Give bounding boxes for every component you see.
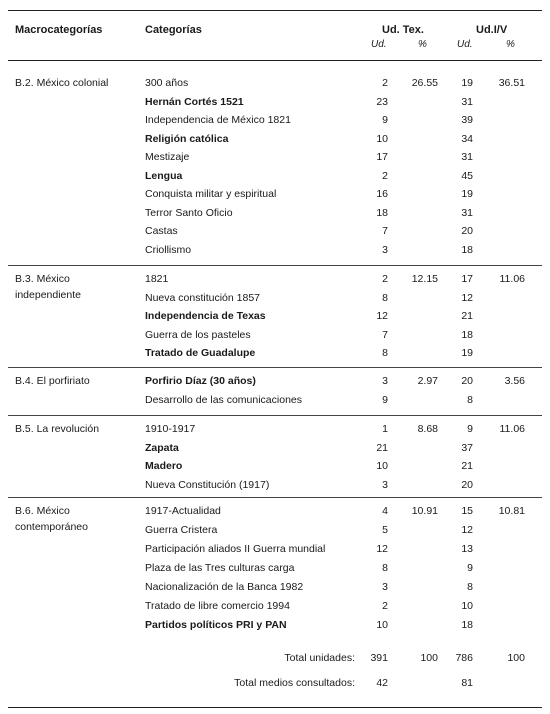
ud-tex-percent-cell: 12.15 <box>411 273 438 285</box>
category-cell: Tratado de Guadalupe <box>145 347 256 359</box>
category-cell: Guerra de los pasteles <box>145 328 251 341</box>
ud-tex-count-cell: 2 <box>382 600 388 612</box>
table-row <box>0 222 550 240</box>
ud-iv-percent-cell: 11.06 <box>499 273 525 285</box>
table-row <box>0 270 550 288</box>
table-row <box>0 344 550 362</box>
table-row <box>0 502 550 520</box>
total-ud-iv-count: 786 <box>455 652 473 664</box>
ud-iv-count-cell: 31 <box>461 206 473 219</box>
ud-iv-percent-cell: 10.81 <box>498 505 525 517</box>
section-divider <box>8 367 542 368</box>
ud-iv-count-cell: 10 <box>461 600 473 612</box>
total-row <box>0 674 550 692</box>
ud-iv-count-cell: 8 <box>467 581 473 593</box>
ud-tex-count-cell: 17 <box>376 151 388 163</box>
ud-tex-percent-cell: 8.68 <box>417 423 438 435</box>
section-divider <box>8 497 542 498</box>
ud-tex-count-cell: 7 <box>382 225 388 237</box>
ud-iv-percent-cell: 3.56 <box>504 375 525 387</box>
ud-iv-count-cell: 39 <box>461 114 473 126</box>
total-ud-iv-percent: 100 <box>507 652 525 664</box>
table-bottom-rule <box>8 707 542 708</box>
ud-iv-count-cell: 13 <box>461 543 473 555</box>
ud-iv-count-cell: 8 <box>467 393 473 406</box>
ud-tex-percent-cell: 26.55 <box>411 77 438 89</box>
category-cell: Hernán Cortés 1521 <box>145 95 244 108</box>
category-cell: Castas <box>145 225 178 237</box>
ud-tex-count-cell: 2 <box>382 273 388 285</box>
col-header-categorias: Categorías <box>145 24 202 36</box>
category-cell: 1910-1917 <box>145 423 196 435</box>
ud-tex-count-cell: 5 <box>382 524 388 536</box>
category-cell: Independencia de Texas <box>145 310 266 322</box>
table-row <box>0 204 550 222</box>
header-rule <box>8 60 542 61</box>
ud-tex-count-cell: 8 <box>382 347 388 359</box>
table-row <box>0 326 550 344</box>
ud-tex-count-cell: 8 <box>382 562 388 574</box>
ud-tex-count-cell: 4 <box>382 505 388 517</box>
ud-iv-count-cell: 12 <box>461 524 473 536</box>
ud-iv-count-cell: 9 <box>467 562 473 574</box>
ud-iv-count-cell: 45 <box>461 169 473 182</box>
ud-tex-count-cell: 9 <box>382 393 388 406</box>
macrocategory-label: B.2. México colonial <box>15 77 109 89</box>
subheader-ud-1: Ud. <box>371 39 387 50</box>
col-header-ud-iv: Ud.I/V <box>476 24 508 36</box>
ud-tex-count-cell: 8 <box>382 291 388 304</box>
ud-iv-count-cell: 31 <box>461 151 473 163</box>
ud-tex-count-cell: 10 <box>376 132 388 145</box>
subheader-pct-1: % <box>418 39 427 50</box>
ud-tex-count-cell: 21 <box>376 441 388 454</box>
table-row <box>0 148 550 166</box>
category-cell: 300 años <box>145 77 189 89</box>
category-cell: Porfirio Díaz (30 años) <box>145 375 256 387</box>
ud-tex-count-cell: 3 <box>382 581 388 593</box>
ud-iv-percent-cell: 11.06 <box>499 423 525 435</box>
ud-tex-percent-cell: 2.97 <box>417 375 438 387</box>
ud-iv-count-cell: 21 <box>461 460 473 472</box>
table-row <box>0 420 550 438</box>
category-cell: Nueva constitución 1857 <box>145 291 260 304</box>
table-row <box>0 597 550 615</box>
ud-tex-count-cell: 3 <box>382 375 388 387</box>
ud-iv-count-cell: 20 <box>461 225 473 237</box>
table-row <box>0 130 550 148</box>
ud-iv-count-cell: 12 <box>461 291 473 304</box>
table-row <box>0 111 550 129</box>
macrocategory-label: B.6. México contemporáneo <box>15 505 88 533</box>
ud-iv-count-cell: 34 <box>461 132 473 145</box>
ud-iv-count-cell: 20 <box>461 478 473 491</box>
ud-tex-count-cell: 12 <box>376 310 388 322</box>
table-row <box>0 578 550 596</box>
table-row <box>0 74 550 92</box>
total-label: Total medios consultados: <box>234 677 355 689</box>
ud-iv-count-cell: 18 <box>461 619 473 631</box>
total-ud-tex-percent: 100 <box>420 652 438 664</box>
subheader-ud-2: Ud. <box>457 39 473 50</box>
table-row <box>0 439 550 457</box>
ud-iv-count-cell: 21 <box>461 310 473 322</box>
table-row <box>0 521 550 539</box>
col-header-macro: Macrocategorías <box>15 24 103 36</box>
total-ud-tex-count: 42 <box>376 677 388 689</box>
category-cell: Plaza de las Tres culturas carga <box>145 562 295 574</box>
category-cell: Nacionalización de la Banca 1982 <box>145 581 304 593</box>
category-cell: Guerra Cristera <box>145 524 218 536</box>
category-cell: Nueva Constitución (1917) <box>145 478 270 491</box>
category-cell: Partidos políticos PRI y PAN <box>145 619 287 631</box>
ud-tex-count-cell: 2 <box>382 169 388 182</box>
ud-iv-count-cell: 19 <box>461 77 473 89</box>
table-row <box>0 167 550 185</box>
table-top-rule <box>8 10 542 11</box>
ud-tex-count-cell: 3 <box>382 243 388 256</box>
category-cell: Independencia de México 1821 <box>145 114 291 126</box>
ud-iv-count-cell: 18 <box>461 243 473 256</box>
subheader-pct-2: % <box>506 39 515 50</box>
macrocategory-label: B.3. México independiente <box>15 273 81 301</box>
ud-iv-percent-cell: 36.51 <box>498 77 525 89</box>
ud-iv-count-cell: 9 <box>467 423 473 435</box>
table-row <box>0 476 550 494</box>
ud-tex-count-cell: 10 <box>376 619 388 631</box>
category-cell: Madero <box>145 460 183 472</box>
table-row <box>0 241 550 259</box>
table-row <box>0 540 550 558</box>
ud-iv-count-cell: 15 <box>461 505 473 517</box>
ud-iv-count-cell: 37 <box>461 441 473 454</box>
ud-iv-count-cell: 19 <box>461 347 473 359</box>
col-header-ud-tex: Ud. Tex. <box>382 24 424 36</box>
category-cell: Participación aliados II Guerra mundial <box>145 543 326 555</box>
table-row <box>0 93 550 111</box>
total-label: Total unidades: <box>284 652 355 664</box>
ud-tex-count-cell: 18 <box>376 206 388 219</box>
category-cell: Criollismo <box>145 243 192 256</box>
ud-tex-count-cell: 3 <box>382 478 388 491</box>
ud-tex-count-cell: 1 <box>382 423 388 435</box>
ud-tex-count-cell: 7 <box>382 328 388 341</box>
ud-tex-count-cell: 9 <box>382 114 388 126</box>
category-cell: Lengua <box>145 169 183 182</box>
macrocategory-label: B.4. El porfiriato <box>15 375 90 387</box>
category-cell: Religión católica <box>145 132 229 145</box>
ud-tex-percent-cell: 10.91 <box>411 505 438 517</box>
category-cell: Tratado de libre comercio 1994 <box>145 600 290 612</box>
ud-tex-count-cell: 16 <box>376 188 388 200</box>
category-cell: Conquista militar y espiritual <box>145 188 277 200</box>
category-cell: Terror Santo Oficio <box>145 206 233 219</box>
total-ud-iv-count: 81 <box>461 677 473 689</box>
table-row <box>0 559 550 577</box>
ud-tex-count-cell: 12 <box>376 543 388 555</box>
table-row <box>0 185 550 203</box>
category-cell: Desarrollo de las comunicaciones <box>145 393 302 406</box>
category-cell: 1917-Actualidad <box>145 505 221 517</box>
ud-iv-count-cell: 31 <box>461 95 473 108</box>
ud-iv-count-cell: 18 <box>461 328 473 341</box>
ud-tex-count-cell: 23 <box>376 95 388 108</box>
section-divider <box>8 415 542 416</box>
total-ud-tex-count: 391 <box>370 652 388 664</box>
ud-tex-count-cell: 2 <box>382 77 388 89</box>
table-row <box>0 307 550 325</box>
total-row <box>0 649 550 667</box>
table-row <box>0 616 550 634</box>
ud-iv-count-cell: 17 <box>461 273 473 285</box>
table-row <box>0 457 550 475</box>
table-row <box>0 372 550 390</box>
category-cell: Zapata <box>145 441 179 454</box>
category-cell: Mestizaje <box>145 151 190 163</box>
macrocategory-label: B.5. La revolución <box>15 423 100 435</box>
table-row <box>0 289 550 307</box>
section-divider <box>8 265 542 266</box>
ud-iv-count-cell: 20 <box>461 375 473 387</box>
ud-iv-count-cell: 19 <box>461 188 473 200</box>
ud-tex-count-cell: 10 <box>376 460 388 472</box>
category-cell: 1821 <box>145 273 169 285</box>
table-row <box>0 391 550 409</box>
